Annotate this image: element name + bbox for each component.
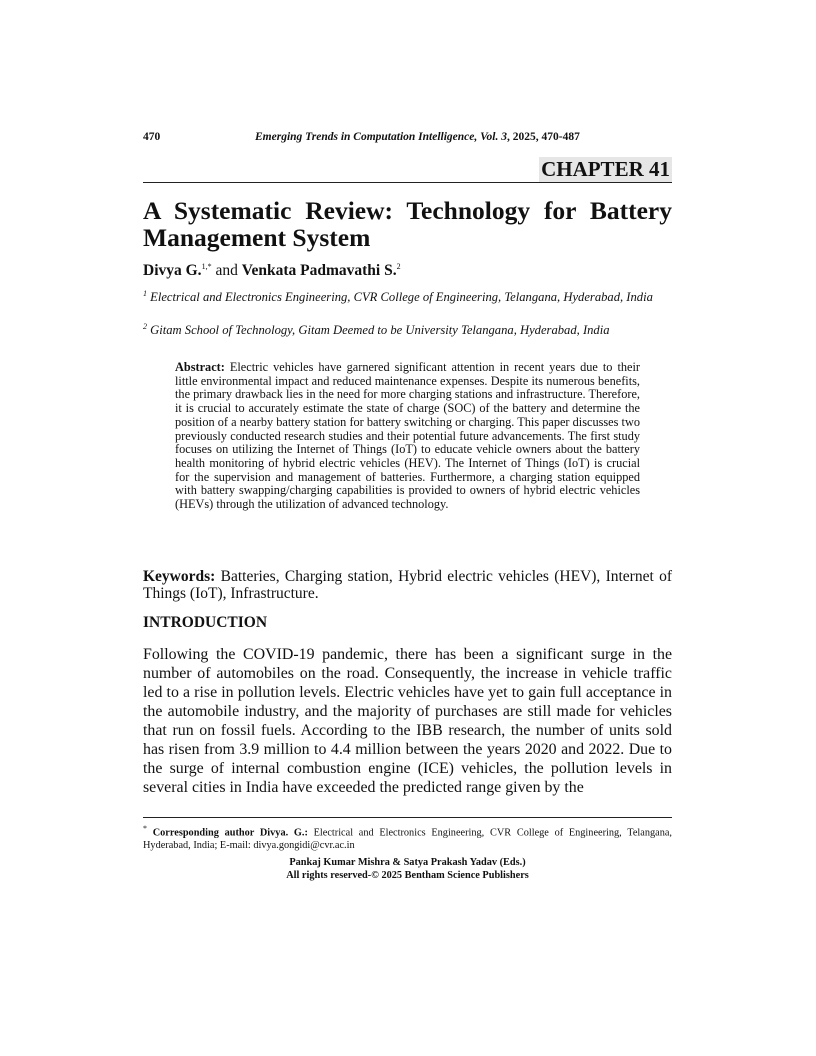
body-paragraph: Following the COVID-19 pandemic, there has been a significant surge in the number of automobiles on the road. Consequently, the increase in vehicle traffic led to a rise in pollution levels. Electric vehicles have yet to gain full acceptance in the automobile industry, and the majority of purchases are still made for vehicles that run on fossil fuels. According to the IBB research, the number of units sold has risen from 3.9 million to 4.4 million between the years 2020 and 2022. Due to the surge of internal combustion engine (ICE) vehicles, the pollution levels in several cities in India have exceeded the predicted range given by the	[143, 646, 672, 796]
affiliation-sup: 1	[143, 289, 147, 298]
keywords-label: Keywords:	[143, 568, 216, 585]
footnote	[143, 822, 672, 852]
journal-name: Emerging Trends in Computation Intelligence, Vol. 3	[255, 131, 507, 143]
affiliation-2	[143, 319, 672, 338]
keywords-text: Batteries, Charging station, Hybrid electric vehicles (HEV), Internet of Things (IoT), Infrastructure.	[143, 568, 672, 602]
page-title: A Systematic Review: Technology for Battery Management System	[143, 196, 672, 252]
footnote-sup: *	[143, 824, 147, 833]
editors-line: Pankaj Kumar Mishra & Satya Prakash Yadav (Eds.)	[289, 857, 526, 868]
footnote-label: Corresponding author Divya. G.:	[147, 827, 308, 839]
footnote-text: Electrical and Electronics Engineering, CVR College of Engineering, Telangana, Hyderabad, India; E-mail: divya.gongidi@cvr.ac.in	[143, 827, 672, 852]
abstract-text: Electric vehicles have garnered significant attention in recent years due to their little environmental impact and reduced maintenance expenses. Despite its numerous benefits, the primary drawback lies in the need for more charging stations and infrastructure. Therefore, it is crucial to accurately estimate the state of charge (SOC) of the battery and determine the position of a nearby battery station for battery switching or charging. This paper discusses two previously conducted research studies and their potential future advancements. The first study focuses on utilizing the Internet of Things (IoT) to educate vehicle owners about the battery health monitoring of hybrid electric vehicles (HEV). The Internet of Things (IoT) is crucial for the supervision and management of batteries. Furthermore, a charging station equipped with battery swapping/charging capabilities is provided to owners of hybrid electric vehicles (HEVs) through the utilization of advanced technology.	[175, 360, 640, 512]
header-divider	[143, 182, 672, 183]
author-1: Divya G.	[143, 262, 202, 280]
publisher-footer	[143, 856, 672, 882]
abstract-label: Abstract:	[175, 360, 225, 374]
affiliation-text: Electrical and Electronics Engineering, CVR College of Engineering, Telangana, Hyderabad, India	[147, 290, 653, 305]
author-line	[143, 262, 401, 280]
affiliation-text: Gitam School of Technology, Gitam Deemed to be University Telangana, Hyderabad, India	[147, 323, 610, 338]
chapter-label: CHAPTER 41	[541, 157, 670, 181]
section-heading: INTRODUCTION	[143, 614, 268, 631]
footnote-divider	[143, 817, 672, 818]
author-1-sup: 1,*	[201, 262, 212, 271]
rights-line: All rights reserved-© 2025 Bentham Science Publishers	[286, 870, 529, 881]
author-2-sup: 2	[396, 262, 401, 271]
journal-pages: , 2025, 470-487	[506, 131, 580, 143]
abstract	[175, 361, 640, 512]
affiliation-1	[143, 286, 672, 305]
affiliation-sup: 2	[143, 322, 147, 331]
journal-citation	[255, 131, 580, 143]
author-conjunction: and	[211, 262, 242, 280]
page-number: 470	[143, 131, 161, 143]
author-2: Venkata Padmavathi S.	[241, 262, 397, 280]
keywords	[143, 568, 672, 602]
